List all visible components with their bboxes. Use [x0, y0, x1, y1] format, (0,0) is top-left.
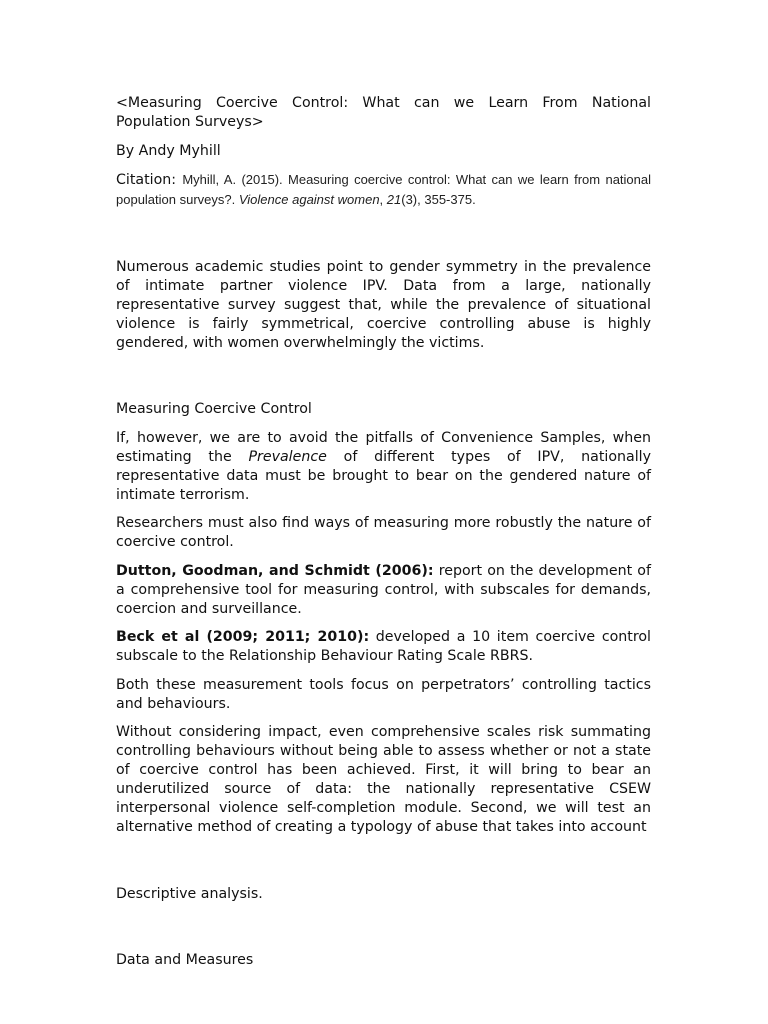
both-tools-paragraph: Both these measurement tools focus on perpetrators’ controlling tactics and behaviours. — [116, 676, 651, 712]
section-heading-data-measures: Data and Measures — [116, 952, 254, 968]
spacer — [116, 847, 651, 885]
intro-paragraph: Numerous academic studies point to gender symmetry in the prevalence of intimate partner violence IPV. Data from a large, nationally representative survey suggest that, while the prevalence of situational violence is fairly symmetrical, coercive controlling abuse is highly gendered, with women overwhelmingly the victims. — [116, 258, 651, 351]
section-heading-descriptive: Descriptive analysis. — [116, 885, 263, 902]
spacer — [116, 220, 651, 258]
researchers-paragraph: Researchers must also find ways of measuring more robustly the nature of coercive control. — [116, 515, 651, 550]
citation-reference — [116, 172, 651, 207]
convenience-paragraph — [116, 429, 651, 505]
convenience-text-pre: If, however, we are to avoid the pitfalls of Convenience Samples, when estimating the — [116, 429, 651, 465]
citation-separator: , — [379, 192, 387, 207]
dutton-paragraph — [116, 562, 651, 619]
citation-journal: Violence against women — [238, 192, 380, 207]
beck-paragraph — [116, 628, 651, 666]
author-byline: By Andy Myhill — [116, 142, 221, 159]
citation-text: Myhill, A. (2015). Measuring coercive control: What can we learn from national population surveys?. — [116, 172, 651, 207]
convenience-text-post: of different types of IPV, nationally representative data must be brought to bear on the gendered nature of intimate terrorism. — [116, 448, 651, 503]
document-page — [116, 94, 651, 980]
dutton-reference: Dutton, Goodman, and Schmidt (2006): — [116, 562, 434, 579]
spacer — [116, 913, 651, 951]
citation — [116, 170, 651, 210]
citation-volume: 21 — [386, 192, 402, 207]
without-impact-paragraph: Without considering impact, even comprehensive scales risk summating controlling behaviours without being able to assess whether or not a state of coercive control has been achieved. First, it will bring to bear an underutilized source of data: the nationally representative CSEW interpersonal violence self-completion module. Second, we will test an alternative method of creating a typology of abuse that takes into account — [116, 724, 651, 835]
spacer — [116, 362, 651, 400]
dutton-text: report on the development of a comprehensive tool for measuring control, with subscales for demands, coercion and surveillance. — [116, 562, 651, 617]
section-heading-measuring: Measuring Coercive Control — [116, 401, 312, 417]
beck-text: developed a 10 item coercive control subscale to the Relationship Behaviour Rating Scale RBRS. — [116, 629, 651, 664]
citation-pages: (3), 355-375. — [401, 192, 476, 207]
beck-reference: Beck et al (2009; 2011; 2010): — [116, 629, 370, 645]
prevalence-emphasis: Prevalence — [248, 448, 327, 465]
citation-label: Citation: — [116, 172, 177, 188]
document-title: <Measuring Coercive Control: What can we Learn From National Population Surveys> — [116, 95, 651, 130]
